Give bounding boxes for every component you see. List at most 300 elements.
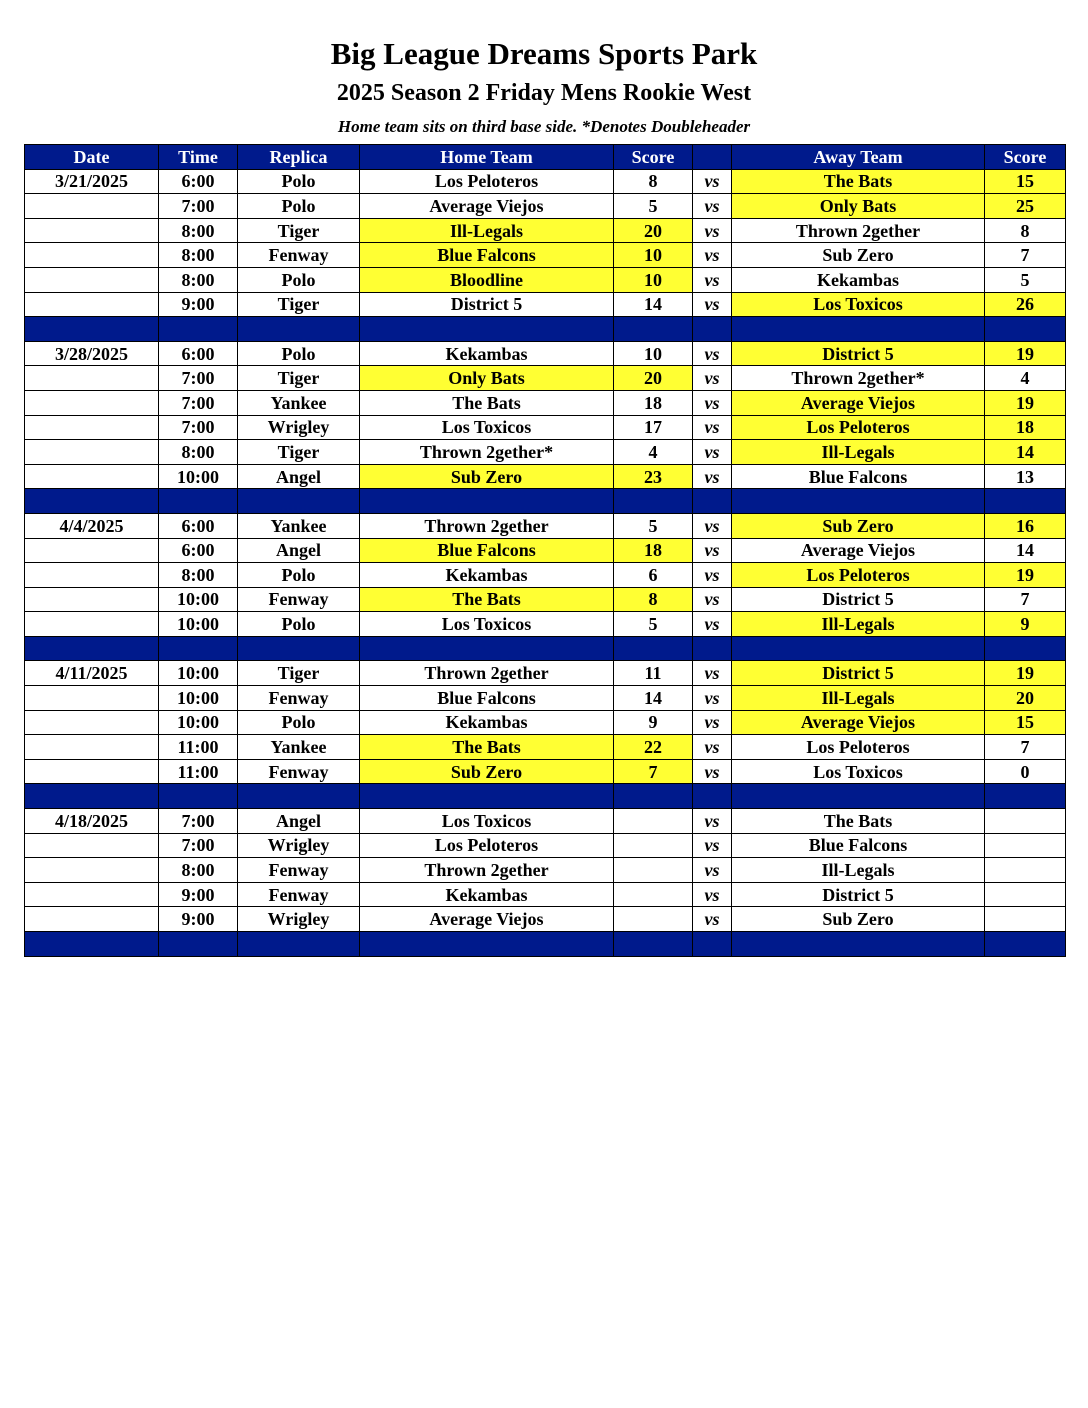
away-team: Average Viejos [732,538,985,563]
game-date: 4/18/2025 [25,809,159,834]
away-team: The Bats [732,809,985,834]
game-field: Yankee [238,390,360,415]
separator-cell [25,489,159,514]
week-separator [25,932,1066,957]
game-time: 6:00 [159,341,238,366]
separator-cell [25,636,159,661]
separator-cell [159,636,238,661]
game-date [25,538,159,563]
game-time: 8:00 [159,218,238,243]
home-team: Los Toxicos [360,612,614,637]
home-score: 17 [614,415,693,440]
separator-cell [159,489,238,514]
away-score [985,809,1066,834]
vs-label: vs [693,513,732,538]
table-row [25,169,1066,194]
separator-cell [614,317,693,342]
away-team: Only Bats [732,194,985,219]
game-field: Tiger [238,440,360,465]
week-separator [25,784,1066,809]
game-date [25,218,159,243]
separator-cell [360,636,614,661]
separator-cell [159,932,238,957]
separator-cell [159,317,238,342]
home-score: 23 [614,464,693,489]
vs-label: vs [693,735,732,760]
separator-cell [238,489,360,514]
game-field: Polo [238,341,360,366]
table-row [25,759,1066,784]
home-team: Blue Falcons [360,538,614,563]
table-row [25,243,1066,268]
table-row [25,710,1066,735]
home-team: Kekambas [360,341,614,366]
home-score [614,907,693,932]
vs-label: vs [693,686,732,711]
vs-label: vs [693,243,732,268]
game-field: Tiger [238,366,360,391]
away-team: Blue Falcons [732,833,985,858]
home-team: District 5 [360,292,614,317]
separator-cell [732,489,985,514]
home-team: Thrown 2gether* [360,440,614,465]
away-team: Thrown 2gether [732,218,985,243]
vs-label: vs [693,809,732,834]
game-time: 8:00 [159,267,238,292]
game-date [25,440,159,465]
game-date [25,464,159,489]
away-score: 19 [985,390,1066,415]
game-field: Angel [238,809,360,834]
away-score: 15 [985,710,1066,735]
game-date [25,833,159,858]
separator-cell [238,636,360,661]
table-row [25,464,1066,489]
table-row [25,907,1066,932]
separator-cell [693,489,732,514]
game-time: 9:00 [159,882,238,907]
separator-cell [985,932,1066,957]
home-score: 7 [614,759,693,784]
game-field: Polo [238,612,360,637]
away-score: 20 [985,686,1066,711]
away-team: Average Viejos [732,390,985,415]
game-time: 10:00 [159,612,238,637]
separator-cell [238,317,360,342]
away-team: District 5 [732,587,985,612]
separator-cell [614,636,693,661]
game-field: Fenway [238,882,360,907]
vs-label: vs [693,587,732,612]
page-title: Big League Dreams Sports Park [330,36,758,71]
game-time: 8:00 [159,440,238,465]
table-row [25,415,1066,440]
away-team: Ill-Legals [732,686,985,711]
vs-label: vs [693,218,732,243]
game-field: Polo [238,169,360,194]
game-time: 11:00 [159,759,238,784]
away-team: Los Toxicos [732,759,985,784]
home-team: The Bats [360,390,614,415]
game-time: 7:00 [159,194,238,219]
game-field: Polo [238,267,360,292]
game-field: Wrigley [238,415,360,440]
col-header-date: Date [25,145,159,170]
game-time: 10:00 [159,587,238,612]
vs-label: vs [693,194,732,219]
col-header-away-team: Away Team [732,145,985,170]
game-date [25,292,159,317]
home-team: Los Toxicos [360,809,614,834]
game-time: 6:00 [159,169,238,194]
game-time: 8:00 [159,243,238,268]
away-team: Los Peloteros [732,415,985,440]
table-row [25,440,1066,465]
table-row [25,563,1066,588]
game-field: Tiger [238,218,360,243]
table-row [25,809,1066,834]
game-date: 4/4/2025 [25,513,159,538]
home-score: 8 [614,169,693,194]
separator-cell [360,317,614,342]
home-team: Kekambas [360,710,614,735]
away-score: 25 [985,194,1066,219]
separator-cell [25,932,159,957]
separator-cell [159,784,238,809]
away-score: 0 [985,759,1066,784]
game-time: 7:00 [159,415,238,440]
vs-label: vs [693,833,732,858]
page-subtitle: 2025 Season 2 Friday Mens Rookie West [336,80,752,106]
away-score: 7 [985,587,1066,612]
away-team: District 5 [732,341,985,366]
home-team: Los Peloteros [360,833,614,858]
away-team: Thrown 2gether* [732,366,985,391]
game-date [25,587,159,612]
away-score: 18 [985,415,1066,440]
game-date [25,415,159,440]
separator-cell [25,784,159,809]
home-team: Los Toxicos [360,415,614,440]
table-row [25,292,1066,317]
home-score: 10 [614,267,693,292]
home-team: Bloodline [360,267,614,292]
vs-label: vs [693,538,732,563]
game-time: 7:00 [159,809,238,834]
home-team: Thrown 2gether [360,513,614,538]
game-time: 11:00 [159,735,238,760]
home-score: 8 [614,587,693,612]
game-time: 7:00 [159,833,238,858]
vs-label: vs [693,882,732,907]
home-team: Sub Zero [360,759,614,784]
separator-cell [732,932,985,957]
game-date [25,267,159,292]
separator-cell [614,784,693,809]
table-row [25,858,1066,883]
table-row [25,218,1066,243]
vs-label: vs [693,341,732,366]
vs-label: vs [693,710,732,735]
game-date [25,735,159,760]
away-team: Kekambas [732,267,985,292]
separator-cell [25,317,159,342]
away-team: District 5 [732,661,985,686]
vs-label: vs [693,858,732,883]
table-row [25,267,1066,292]
home-team: Average Viejos [360,194,614,219]
home-team: Blue Falcons [360,243,614,268]
game-time: 10:00 [159,661,238,686]
home-score: 4 [614,440,693,465]
game-date [25,882,159,907]
game-field: Angel [238,538,360,563]
separator-cell [985,317,1066,342]
away-team: Los Peloteros [732,735,985,760]
away-score: 19 [985,661,1066,686]
game-date [25,858,159,883]
away-score [985,833,1066,858]
table-row [25,612,1066,637]
separator-cell [614,489,693,514]
game-date: 3/28/2025 [25,341,159,366]
away-score: 8 [985,218,1066,243]
home-score: 22 [614,735,693,760]
away-team: District 5 [732,882,985,907]
away-team: Sub Zero [732,907,985,932]
away-team: Ill-Legals [732,858,985,883]
home-score: 6 [614,563,693,588]
game-time: 10:00 [159,686,238,711]
home-score: 5 [614,612,693,637]
game-date [25,759,159,784]
game-field: Fenway [238,858,360,883]
game-time: 8:00 [159,563,238,588]
game-time: 6:00 [159,538,238,563]
away-team: Sub Zero [732,513,985,538]
table-row [25,538,1066,563]
home-team: Kekambas [360,882,614,907]
game-field: Yankee [238,513,360,538]
game-time: 7:00 [159,366,238,391]
game-date [25,390,159,415]
separator-cell [360,489,614,514]
home-score: 5 [614,194,693,219]
separator-cell [693,784,732,809]
vs-label: vs [693,464,732,489]
separator-cell [238,932,360,957]
week-separator [25,636,1066,661]
game-field: Tiger [238,292,360,317]
away-team: Los Toxicos [732,292,985,317]
week-separator [25,489,1066,514]
game-date [25,612,159,637]
separator-cell [693,932,732,957]
separator-cell [732,784,985,809]
home-score [614,833,693,858]
home-team: Thrown 2gether [360,661,614,686]
away-score: 15 [985,169,1066,194]
col-header-replica: Replica [238,145,360,170]
header-row [25,145,1066,170]
game-field: Polo [238,194,360,219]
vs-label: vs [693,169,732,194]
game-field: Fenway [238,759,360,784]
table-row [25,882,1066,907]
separator-cell [693,636,732,661]
away-team: Ill-Legals [732,612,985,637]
home-score: 18 [614,390,693,415]
game-date: 4/11/2025 [25,661,159,686]
game-time: 10:00 [159,710,238,735]
home-score [614,809,693,834]
home-score: 10 [614,341,693,366]
table-row [25,735,1066,760]
away-score [985,882,1066,907]
home-team: Only Bats [360,366,614,391]
away-score: 4 [985,366,1066,391]
home-score: 10 [614,243,693,268]
table-row [25,513,1066,538]
vs-label: vs [693,440,732,465]
game-date [25,686,159,711]
away-team: Blue Falcons [732,464,985,489]
away-score: 5 [985,267,1066,292]
vs-label: vs [693,612,732,637]
game-date [25,563,159,588]
home-score [614,858,693,883]
away-score: 9 [985,612,1066,637]
game-date [25,243,159,268]
home-score: 11 [614,661,693,686]
away-score: 13 [985,464,1066,489]
table-row [25,341,1066,366]
home-team: The Bats [360,735,614,760]
home-team: The Bats [360,587,614,612]
game-field: Angel [238,464,360,489]
col-header-vs [693,145,732,170]
game-date: 3/21/2025 [25,169,159,194]
separator-cell [732,636,985,661]
home-team: Average Viejos [360,907,614,932]
home-team: Los Peloteros [360,169,614,194]
table-row [25,587,1066,612]
home-score: 14 [614,686,693,711]
week-separator [25,317,1066,342]
schedule-table [24,144,1066,957]
vs-label: vs [693,366,732,391]
away-team: Average Viejos [732,710,985,735]
game-field: Polo [238,563,360,588]
home-score: 9 [614,710,693,735]
col-header-away-score: Score [985,145,1066,170]
home-team: Blue Falcons [360,686,614,711]
away-score: 16 [985,513,1066,538]
game-date [25,366,159,391]
game-time: 7:00 [159,390,238,415]
vs-label: vs [693,907,732,932]
game-field: Fenway [238,243,360,268]
away-team: Los Peloteros [732,563,985,588]
table-row [25,686,1066,711]
table-row [25,366,1066,391]
away-team: Ill-Legals [732,440,985,465]
away-score: 26 [985,292,1066,317]
game-date [25,907,159,932]
schedule-note: Home team sits on third base side. *Denotes Doubleheader [337,117,751,136]
separator-cell [732,317,985,342]
vs-label: vs [693,267,732,292]
col-header-time: Time [159,145,238,170]
table-row [25,833,1066,858]
away-score: 7 [985,735,1066,760]
game-time: 6:00 [159,513,238,538]
separator-cell [238,784,360,809]
home-score: 5 [614,513,693,538]
game-field: Polo [238,710,360,735]
game-field: Yankee [238,735,360,760]
home-team: Sub Zero [360,464,614,489]
separator-cell [614,932,693,957]
home-team: Thrown 2gether [360,858,614,883]
table-row [25,661,1066,686]
separator-cell [985,784,1066,809]
game-field: Wrigley [238,833,360,858]
game-time: 9:00 [159,292,238,317]
table-row [25,390,1066,415]
col-header-home-team: Home Team [360,145,614,170]
away-team: Sub Zero [732,243,985,268]
vs-label: vs [693,390,732,415]
game-field: Fenway [238,587,360,612]
away-score: 14 [985,538,1066,563]
home-score: 20 [614,218,693,243]
away-score [985,858,1066,883]
game-field: Fenway [238,686,360,711]
home-team: Ill-Legals [360,218,614,243]
game-time: 9:00 [159,907,238,932]
away-score: 19 [985,563,1066,588]
vs-label: vs [693,563,732,588]
away-team: The Bats [732,169,985,194]
away-score: 19 [985,341,1066,366]
vs-label: vs [693,292,732,317]
away-score: 14 [985,440,1066,465]
game-time: 8:00 [159,858,238,883]
home-score: 20 [614,366,693,391]
game-field: Wrigley [238,907,360,932]
separator-cell [360,784,614,809]
col-header-home-score: Score [614,145,693,170]
separator-cell [693,317,732,342]
away-score: 7 [985,243,1066,268]
vs-label: vs [693,415,732,440]
home-score: 14 [614,292,693,317]
home-score [614,882,693,907]
separator-cell [360,932,614,957]
game-time: 10:00 [159,464,238,489]
game-date [25,710,159,735]
home-score: 18 [614,538,693,563]
schedule-body [25,169,1066,956]
vs-label: vs [693,661,732,686]
home-team: Kekambas [360,563,614,588]
game-field: Tiger [238,661,360,686]
away-score [985,907,1066,932]
separator-cell [985,489,1066,514]
game-date [25,194,159,219]
vs-label: vs [693,759,732,784]
